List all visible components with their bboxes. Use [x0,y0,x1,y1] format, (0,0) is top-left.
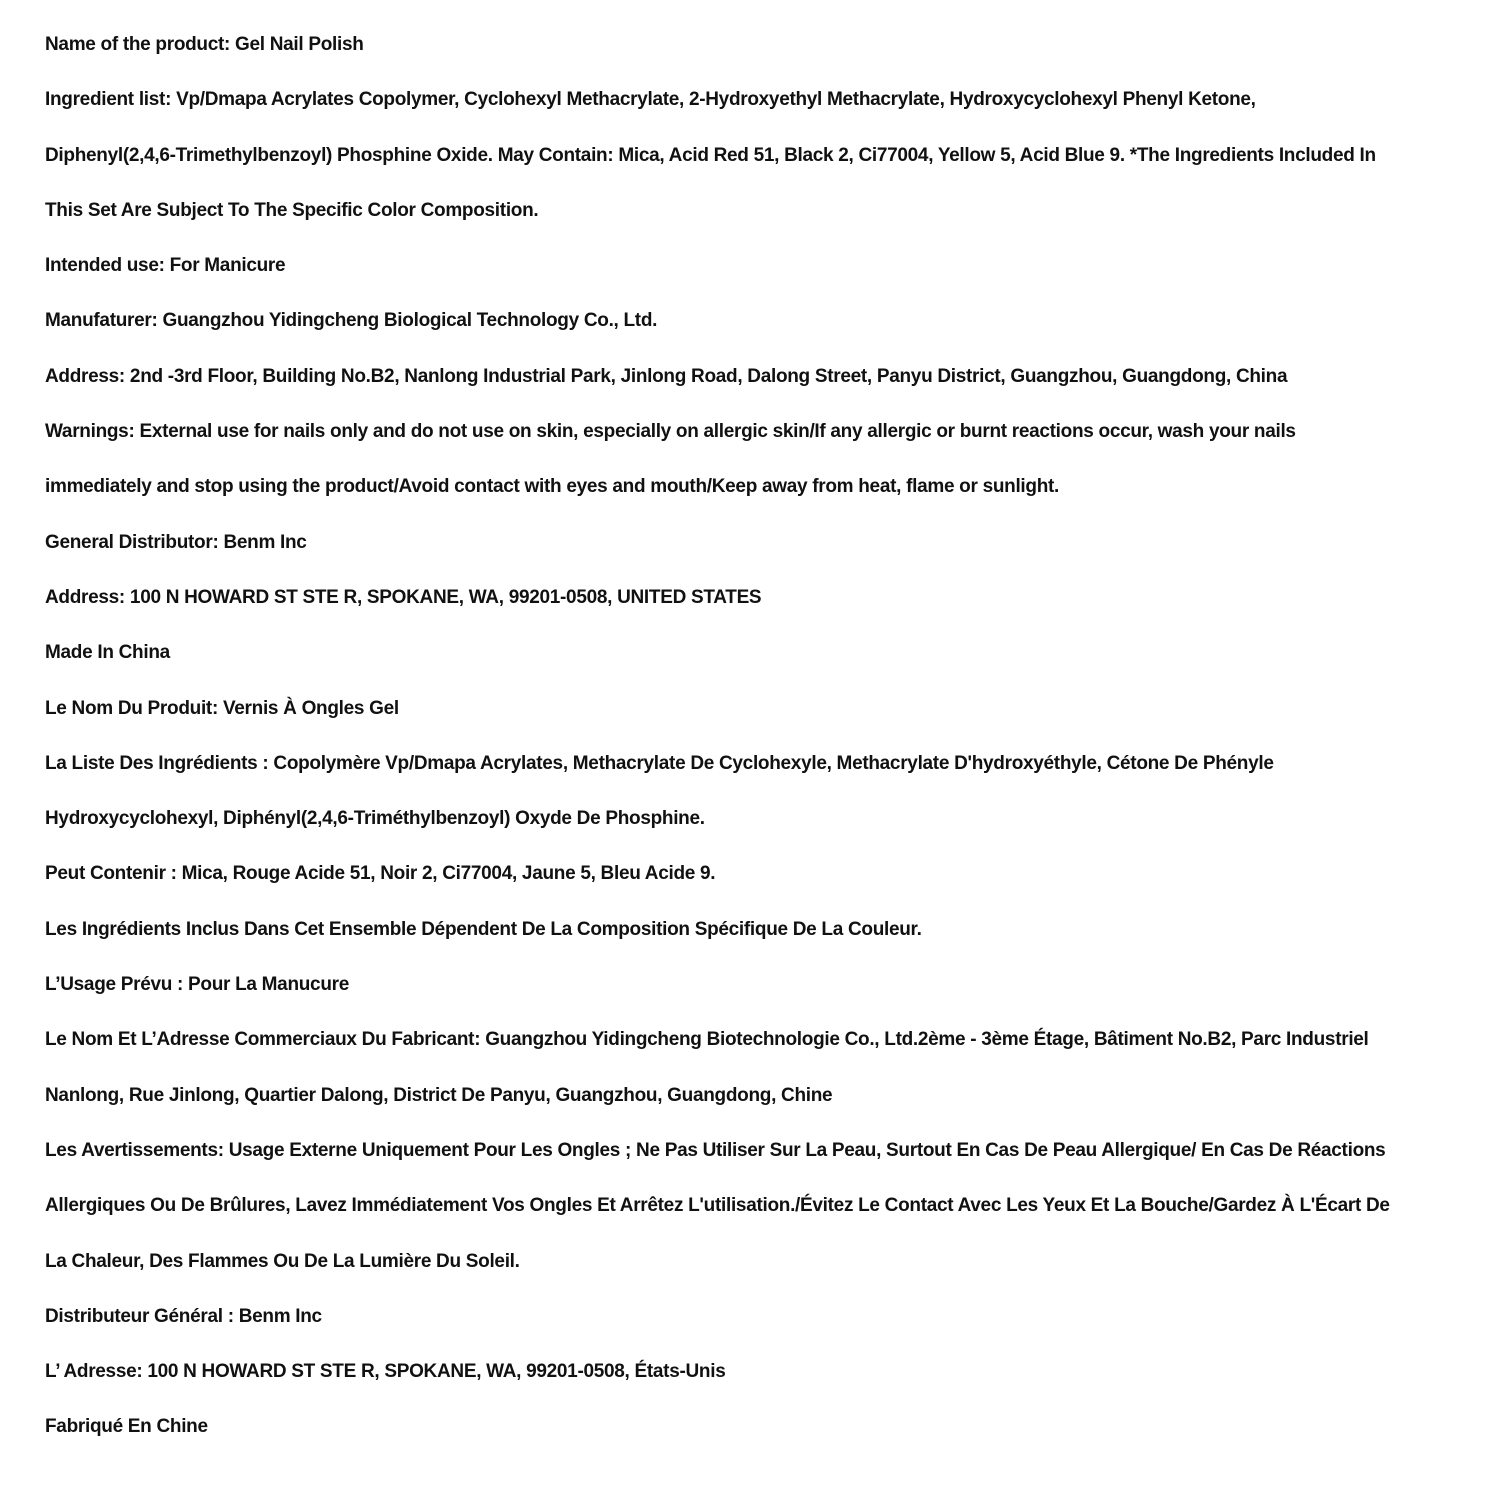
ingredient-list-en-line-3: This Set Are Subject To The Specific Color Composition. [45,199,539,221]
ingredient-list-en-line-2: Diphenyl(2,4,6-Trimethylbenzoyl) Phosphine Oxide. May Contain: Mica, Acid Red 51, Black 2, Ci77004, Yellow 5, Acid Blue 9. *The Ingredients Included In [45,144,1376,166]
intended-use-fr: L’Usage Prévu : Pour La Manucure [45,974,349,996]
origin-en: Made In China [45,642,170,664]
product-name-fr: Le Nom Du Produit: Vernis À Ongles Gel [45,697,399,719]
ingredient-list-fr-line-1: La Liste Des Ingrédients : Copolymère Vp/Dmapa Acrylates, Methacrylate De Cyclohexyle, Methacrylate D'hydroxyéthyle, Cétone De Phényle [45,752,1274,774]
manufacturer-fr-line-1: Le Nom Et L’Adresse Commerciaux Du Fabricant: Guangzhou Yidingcheng Biotechnologie Co., Ltd.2ème - 3ème Étage, Bâtiment No.B2, Parc Industriel [45,1029,1369,1051]
manufacturer-en: Manufaturer: Guangzhou Yidingcheng Biological Technology Co., Ltd. [45,310,658,332]
manufacturer-fr-line-2: Nanlong, Rue Jinlong, Quartier Dalong, District De Panyu, Guangzhou, Guangdong, Chine [45,1084,833,1106]
origin-fr: Fabriqué En Chine [45,1416,208,1438]
manufacturer-address-en: Address: 2nd -3rd Floor, Building No.B2, Nanlong Industrial Park, Jinlong Road, Dalong Street, Panyu District, Guangzhou, Guangdong, China [45,365,1288,387]
ingredient-list-fr-line-2: Hydroxycyclohexyl, Diphényl(2,4,6-Triméthylbenzoyl) Oxyde De Phosphine. [45,808,705,830]
may-contain-fr: Peut Contenir : Mica, Rouge Acide 51, Noir 2, Ci77004, Jaune 5, Bleu Acide 9. [45,863,716,885]
warnings-fr-line-2: Allergiques Ou De Brûlures, Lavez Immédiatement Vos Ongles Et Arrêtez L'utilisation./Évitez Le Contact Avec Les Yeux Et La Bouche/Gardez À L'Écart De [45,1195,1390,1217]
warnings-en-line-2: immediately and stop using the product/Avoid contact with eyes and mouth/Keep away from heat, flame or sunlight. [45,476,1060,498]
ingredients-note-fr: Les Ingrédients Inclus Dans Cet Ensemble Dépendent De La Composition Spécifique De La Couleur. [45,918,922,940]
intended-use-en: Intended use: For Manicure [45,255,286,277]
product-name-en: Name of the product: Gel Nail Polish [45,34,364,55]
warnings-en-line-1: Warnings: External use for nails only and do not use on skin, especially on allergic skin/If any allergic or burnt reactions occur, wash your nails [45,421,1296,443]
distributor-address-fr: L’ Adresse: 100 N HOWARD ST STE R, SPOKANE, WA, 99201-0508, États-Unis [45,1361,726,1383]
warnings-fr-line-1: Les Avertissements: Usage Externe Uniquement Pour Les Ongles ; Ne Pas Utiliser Sur La Peau, Surtout En Cas De Peau Allergique/ En Cas De Réactions [45,1139,1386,1161]
distributor-en: General Distributor: Benm Inc [45,531,307,553]
product-label-document [45,30,1455,1468]
distributor-fr: Distributeur Général : Benm Inc [45,1305,322,1327]
ingredient-list-en-line-1: Ingredient list: Vp/Dmapa Acrylates Copolymer, Cyclohexyl Methacrylate, 2-Hydroxyethyl Methacrylate, Hydroxycyclohexyl Phenyl Ketone, [45,89,1256,111]
distributor-address-en: Address: 100 N HOWARD ST STE R, SPOKANE, WA, 99201-0508, UNITED STATES [45,586,762,608]
warnings-fr-line-3: La Chaleur, Des Flammes Ou De La Lumière Du Soleil. [45,1250,520,1272]
